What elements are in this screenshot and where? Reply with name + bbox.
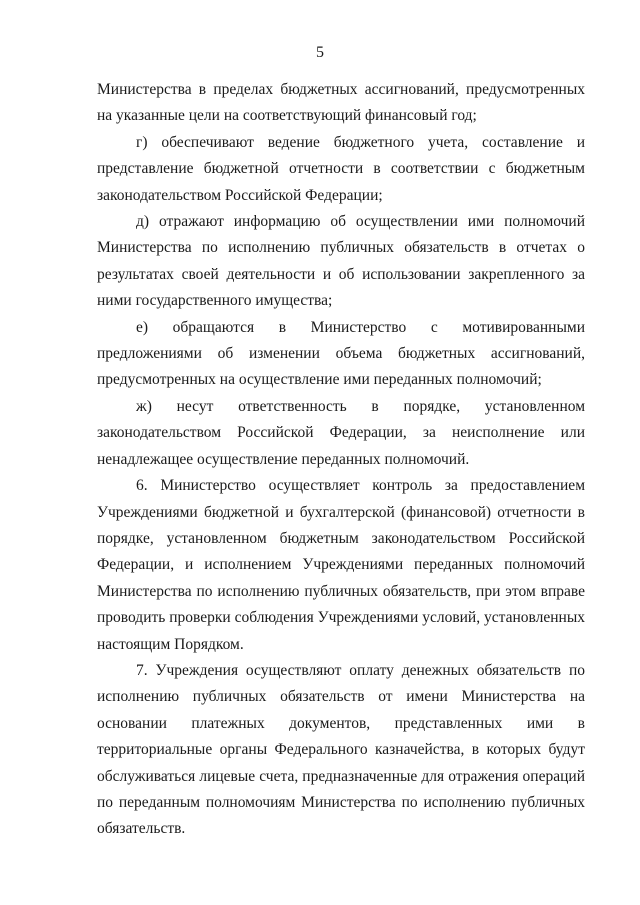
document-body	[97, 77, 585, 843]
paragraph-clause-6: 6. Министерство осуществляет контроль за предоставлением Учреждениями бюджетной и бухгалтерской (финансовой) отчетности в порядке, установленном бюджетным законодательством Российской Федерации, и исполнением Учреждениями переданных полномочий Министерства по исполнению публичных обязательств, при этом вправе проводить проверки соблюдения Учреждениями условий, установленных настоящим Порядком.	[97, 477, 585, 653]
paragraph-item-zh: ж) несут ответственность в порядке, установленном законодательством Российской Федерации, за неисполнение или ненадлежащее осуществление переданных полномочий.	[97, 397, 585, 468]
paragraph-clause-7: 7. Учреждения осуществляют оплату денежных обязательств по исполнению публичных обязательств от имени Министерства на основании платежных документов, представленных ими в территориальные органы Федерального казначейства, в которых будут обслуживаться лицевые счета, предназначенные для отражения операций по переданным полномочиям Министерства по исполнению публичных обязательств.	[97, 661, 585, 838]
paragraph-continuation: Министерства в пределах бюджетных ассигнований, предусмотренных на указанные цели на соответствующий финансовый год;	[97, 81, 585, 125]
paragraph-item-g: г) обеспечивают ведение бюджетного учета, составление и представление бюджетной отчетности в соответствии с бюджетным законодательством Российской Федерации;	[97, 133, 585, 204]
page-number: 5	[316, 44, 324, 61]
paragraph-item-d: д) отражают информацию об осуществлении ими полномочий Министерства по исполнению публичных обязательств в отчетах о результатах своей деятельности и об использовании закрепленного за ними государственного имущества;	[97, 213, 585, 310]
paragraph-item-e: е) обращаются в Министерство с мотивированными предложениями об изменении объема бюджетных ассигнований, предусмотренных на осуществление ими переданных полномочий;	[97, 318, 585, 389]
